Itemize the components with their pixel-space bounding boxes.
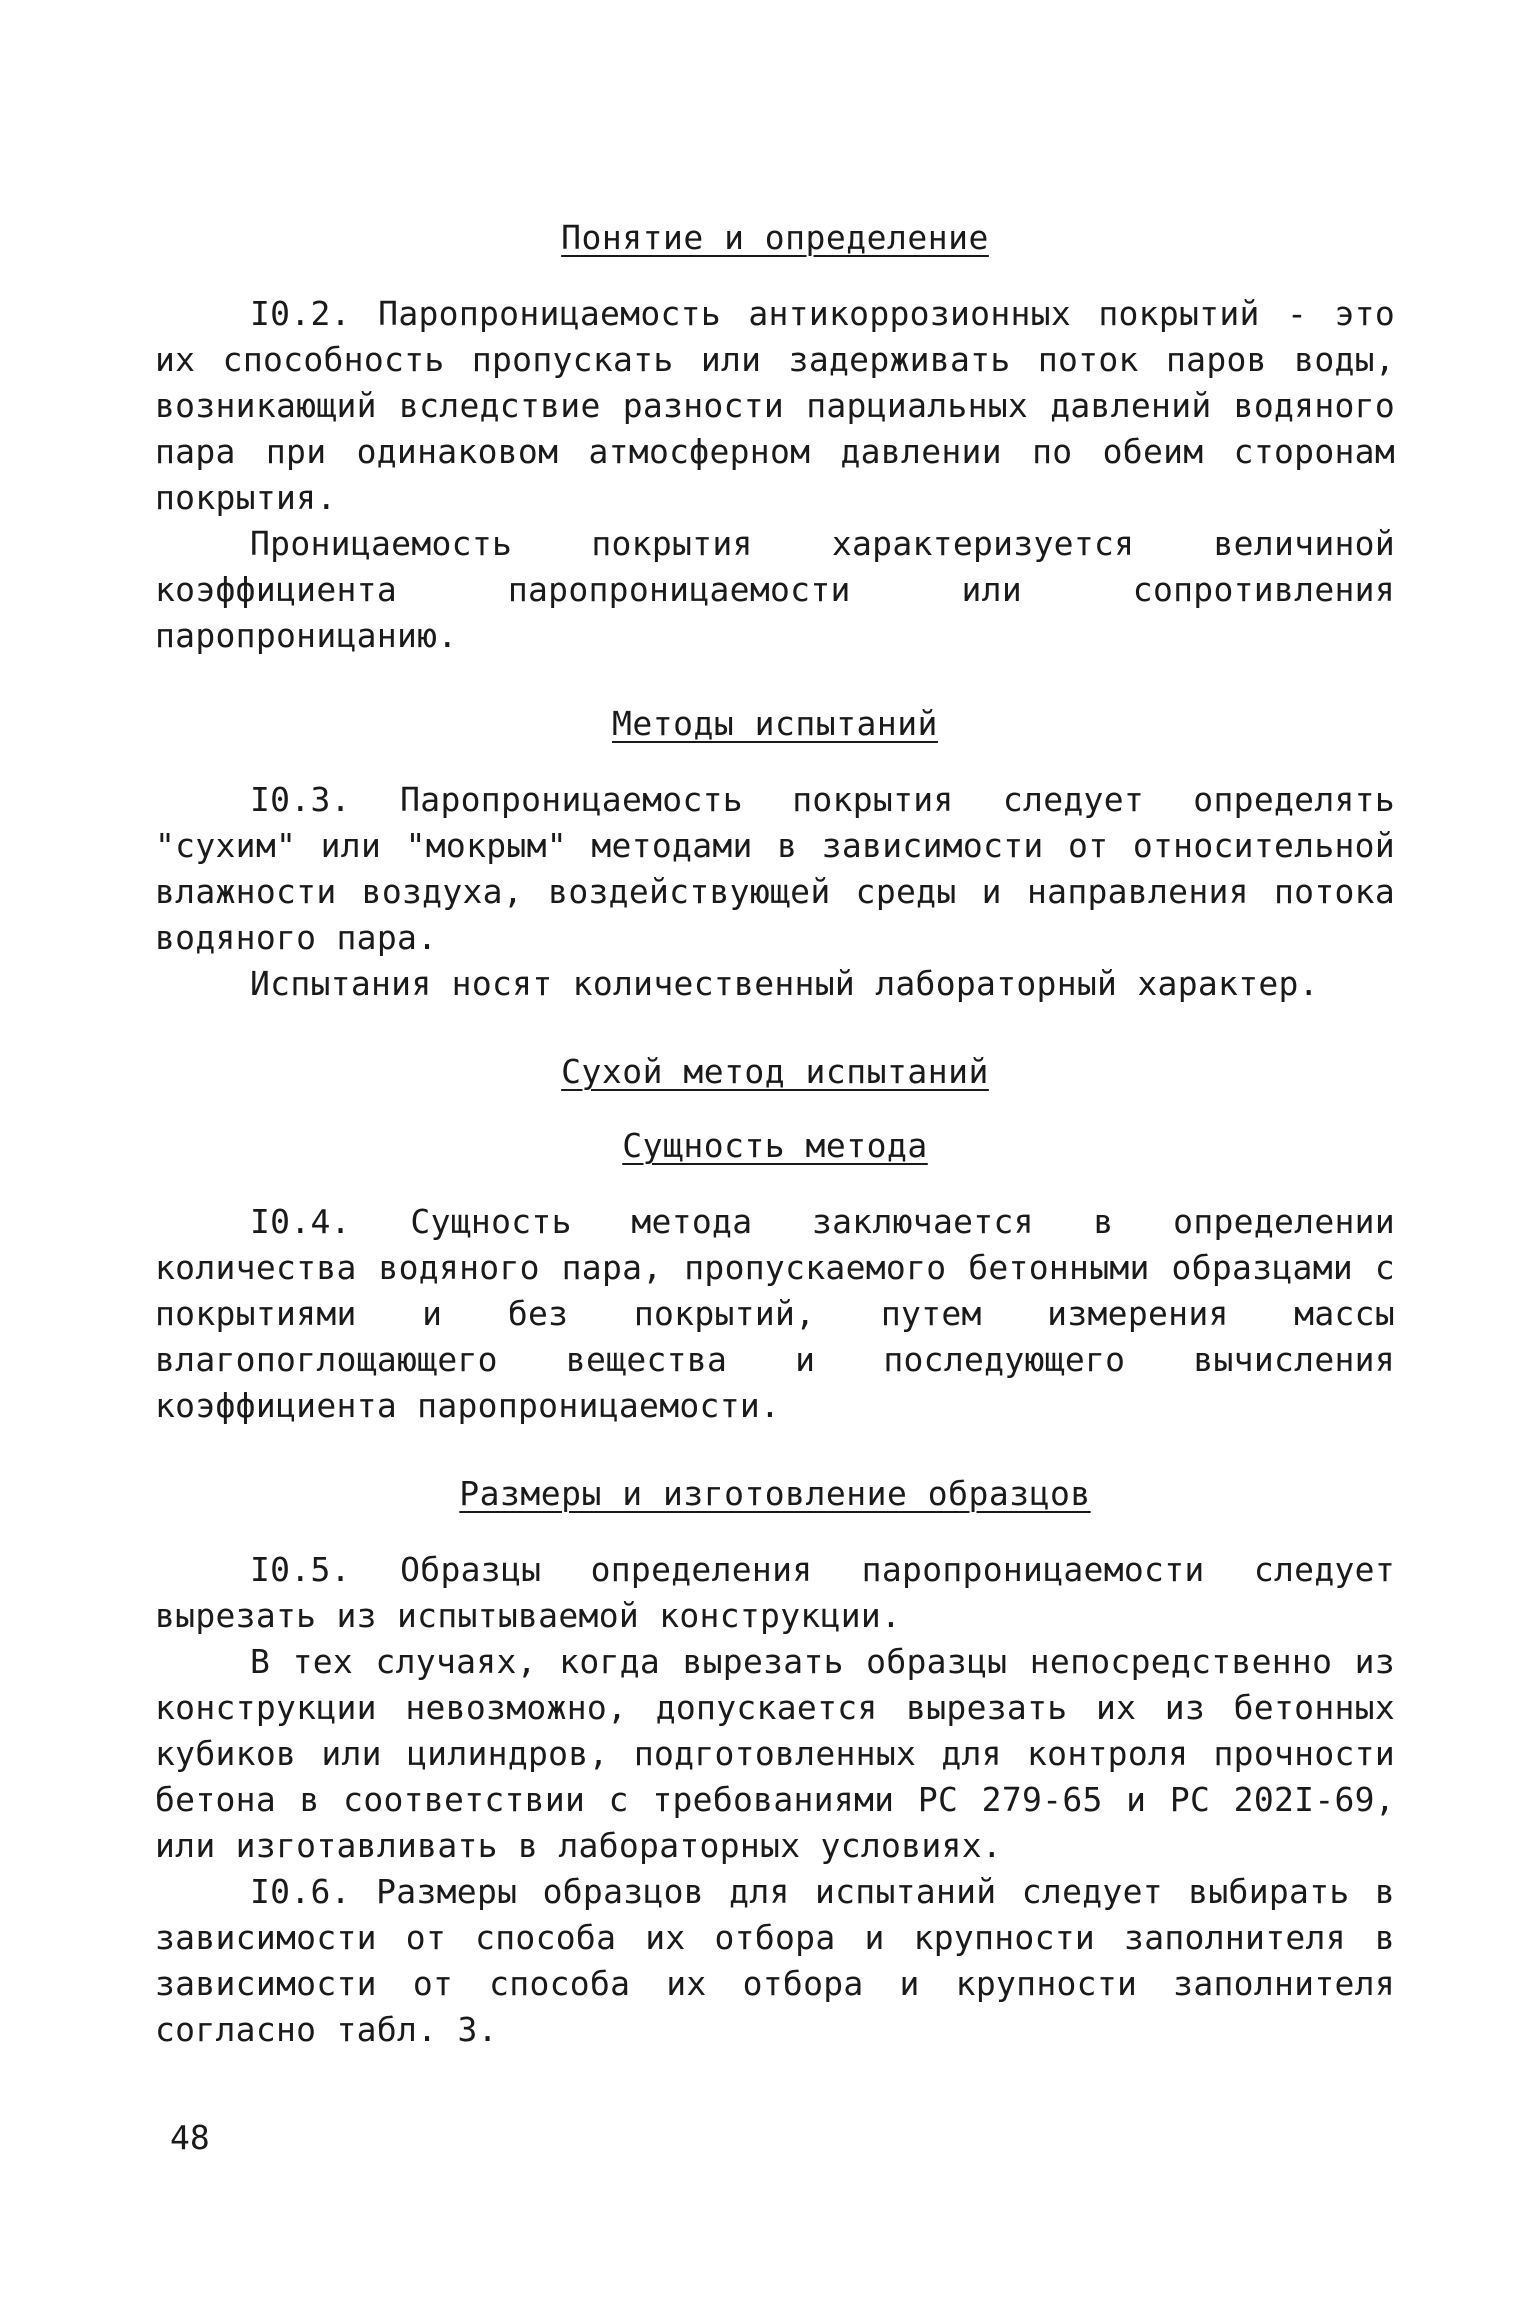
section-heading-test-methods: Методы испытаний	[612, 704, 938, 743]
paragraph-10-5: I0.5. Образцы определения паропроницаемости следует вырезать из испытываемой конструкции.	[155, 1550, 1395, 1635]
page-content	[155, 215, 1395, 2053]
paragraph-10-2: I0.2. Паропроницаемость антикоррозионных покрытий - это их способность пропускать или задерживать поток паров воды, возникающий вследствие разности парциальных давлений водяного пара при одинаковом атмосферном давлении по обеим сторонам покрытия.	[155, 294, 1395, 517]
section-heading-samples: Размеры и изготовление образцов	[459, 1474, 1091, 1513]
paragraph-10-3: I0.3. Паропроницаемость покрытия следует определять "сухим" или "мокрым" методами в зависимости от относительной влажности воздуха, воздействующей среды и направления потока водяного пара.	[155, 780, 1395, 957]
paragraph-permeability: Проницаемость покрытия характеризуется величиной коэффициента паропроницаемости или сопротивления паропроницанию.	[155, 524, 1395, 655]
page-number: 48	[170, 2118, 210, 2157]
paragraph-tests-nature: Испытания носят количественный лабораторный характер.	[250, 964, 1319, 1003]
paragraph-10-4: I0.4. Сущность метода заключается в определении количества водяного пара, пропускаемого бетонными образцами с покрытиями и без покрытий, путем измерения массы влагопоглощающего вещества и последующего вычисления коэффициента паропроницаемости.	[155, 1202, 1395, 1425]
section-heading-concept: Понятие и определение	[561, 218, 989, 257]
paragraph-10-6: I0.6. Размеры образцов для испытаний следует выбирать в зависимости от способа их отбора и крупности заполнителя в зависимости от способа их отбора и крупности заполнителя согласно табл. 3.	[155, 1872, 1395, 2049]
section-heading-dry-method: Сухой метод испытаний	[561, 1052, 989, 1091]
section-heading-method-essence: Сущность метода	[622, 1126, 928, 1165]
paragraph-cutting-samples: В тех случаях, когда вырезать образцы непосредственно из конструкции невозможно, допускается вырезать их из бетонных кубиков или цилиндров, подготовленных для контроля прочности бетона в соответствии с требованиями РС 279-65 и РС 202I-69, или изготавливать в лабораторных условиях.	[155, 1642, 1395, 1865]
